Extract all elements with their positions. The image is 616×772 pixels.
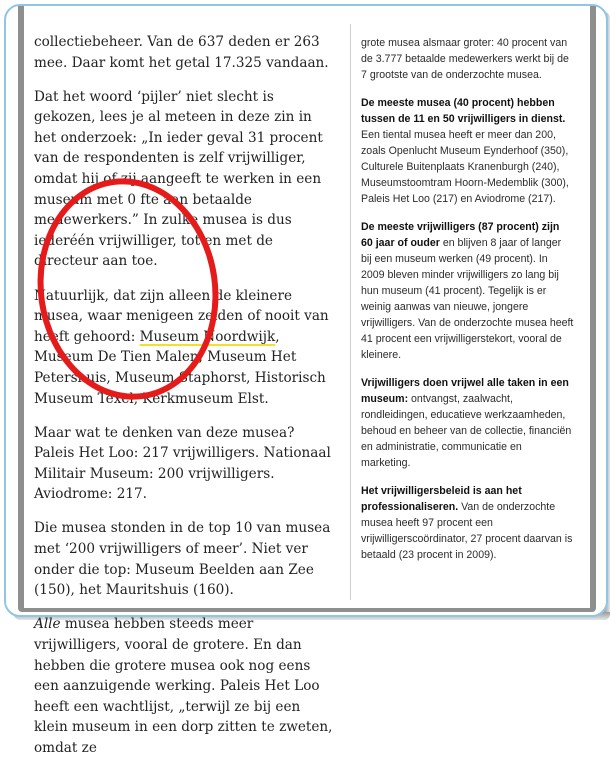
paragraph-3-list: , Museum De Tien Malen, Museum Het Petershuis, Museum Staphorst, Historisch Museum Texel, Kerkmuseum Elst.	[34, 328, 326, 407]
fact-3	[361, 219, 574, 363]
fact-5-heading: Het vrijwilligersbeleid is aan het professionaliseren.	[361, 485, 522, 513]
emphasis-alle: Alle	[34, 616, 61, 633]
paragraph-2: Dat het woord ‘pijler’ niet slecht is gekozen, lees je al meteen in deze zin in het onderzoek: „In ieder geval 31 procent van de respondenten is zelf vrijwilliger, omdat hij of zij aangeeft te werken in een museum met 0 fte aan betaalde medewerkers.” In zulke musea is dus iederéén vrijwilliger, tot en met de directeur aan toe.	[34, 88, 323, 270]
paragraph-1: collectiebeheer. Van de 637 deden er 263 mee. Daar komt het getal 17.325 vandaan.	[34, 34, 329, 71]
paragraph-6	[34, 614, 334, 758]
fact-4-text: ontvangst, zaalwacht, rondleidingen, educatieve werkzaamheden, behoud en beheer van de collectie, financiën en administratie, communicatie en marketing.	[361, 393, 572, 469]
fact-5	[361, 483, 574, 563]
fact-2	[361, 95, 574, 207]
fact-3-text: en blijven 8 jaar of langer bij een museum werken (49 procent). In 2009 bleven minder vrijwilligers zo lang bij hun museum (41 procent). Tegelijk is er weinig aanwas van nieuwe, jongere vrijwilligers. Van de onderzochte musea heeft 41 procent een vrijwilligerstekort, vooral de kleinere.	[361, 237, 574, 361]
screenshot-frame	[4, 4, 608, 756]
article-main-column	[34, 32, 334, 772]
fact-5-text: Van de onderzochte musea heeft 97 procent een vrijwilligerscoördinator, 27 procent daarvan is betaald (23 procent in 2009).	[361, 501, 573, 561]
paragraph-4: Maar wat te denken van deze musea? Paleis Het Loo: 217 vrijwilligers. Nationaal Militair Museum: 200 vrijwilligers. Aviodrome: 217.	[34, 424, 331, 503]
fact-4-heading: Vrijwilligers doen vrijwel alle taken in een museum:	[361, 377, 569, 405]
fact-2-text: Een tiental musea heeft er meer dan 200, zoals Openlucht Museum Eynderhoof (350), Culturele Buitenplaats Kranenburgh (240), Museumstoomtram Hoorn-Medemblik (300), Paleis Het Loo (217) en Aviodrome (217).	[361, 129, 569, 205]
museum-noordwijk-link[interactable]: Museum Noordwijk	[139, 328, 276, 345]
fact-2-heading: De meeste musea (40 procent) hebben tussen de 11 en 50 vrijwilligers in dienst.	[361, 97, 566, 125]
paragraph-3	[34, 286, 334, 410]
fact-1: grote musea alsmaar groter: 40 procent van de 3.777 betaalde medewerkers werkt bij de 7 grootste van de onderzochte musea.	[361, 37, 569, 81]
paragraph-6-text: musea hebben steeds meer vrijwilligers, vooral de grotere. En dan hebben die grotere musea ook nog eens een aanzuigende werking. Paleis Het Loo heeft een wachtlijst, „terwijl ze bij een klein museum in een dorp zitten te zweten, omdat ze	[34, 616, 333, 756]
paragraph-3-intro: Natuurlijk, dat zijn alleen de kleinere musea, waar menigeen zelden of nooit van heeft gehoord:	[34, 287, 329, 345]
column-divider	[350, 24, 351, 600]
paragraph-5: Die musea stonden in de top 10 van musea met ‘200 vrijwilligers of meer’. Niet ver onder die top: Museum Beelden aan Zee (150), het Mauritshuis (160).	[34, 520, 331, 599]
fact-4	[361, 375, 574, 471]
sidebar-facts-column	[361, 35, 574, 575]
fact-3-heading: De meeste vrijwilligers (87 procent) zijn 60 jaar of ouder	[361, 221, 560, 249]
